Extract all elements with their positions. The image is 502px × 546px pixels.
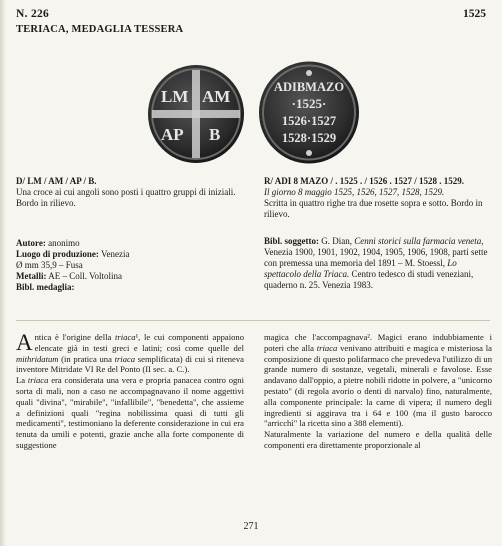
- medal-obverse-svg: [147, 64, 245, 164]
- body-left-text-5: triaca: [114, 353, 136, 364]
- obverse-description: [16, 176, 244, 209]
- obverse-quad-1: LM: [161, 87, 189, 106]
- page-number: 271: [243, 521, 259, 532]
- metalli-value: AE – Coll. Voltolina: [48, 271, 122, 281]
- body-left-text-7: La: [16, 375, 28, 386]
- medal-metadata: [16, 238, 244, 293]
- reverse-line-1: ADIBMAZO: [273, 80, 345, 94]
- bibl-title-1: Cenni storici sulla farmacia veneta,: [354, 236, 484, 246]
- bibl-text-1: Venezia 1900, 1901, 1902, 1904, 1905, 1906, 1908, parti sette con premessa una memoria del 1891 –: [264, 247, 488, 268]
- reverse-line-2: ·1525·: [291, 96, 327, 111]
- obverse-quad-3: AP: [161, 125, 184, 144]
- reverse-line-4: 1528·1529: [281, 131, 337, 145]
- obverse-text: Una croce ai cui angoli sono posti i quattro gruppi di iniziali. Bordo in rilievo.: [16, 187, 236, 208]
- luogo-value: Venezia: [100, 249, 130, 259]
- obverse-legend: D/ LM / AM / AP / B.: [16, 176, 97, 186]
- bibl-author-2: M. Stoessl,: [404, 258, 445, 268]
- body-right-text-3: Naturalmente la variazione del numero e della qualità delle componenti era direttamente proporzionale al: [264, 429, 492, 450]
- catalog-title: TERIACA, MEDAGLIA TESSERA: [16, 24, 184, 35]
- bibl-text-2: Centro tedesco di studi veneziani, quaderno n. 25. Venezia 1983.: [264, 269, 474, 290]
- header-code: 1525: [463, 8, 486, 20]
- body-column-right: [264, 332, 492, 451]
- reverse-description: [264, 176, 492, 220]
- bibl-title-2: Lo spettacolo della Triaca.: [264, 258, 457, 279]
- body-left-text-2: ¹, le cui componenti appaiono elencate già in testi greci e latini; così come quelle del: [34, 332, 244, 353]
- metalli-label: Metalli:: [16, 271, 47, 281]
- obverse-quad-4: B: [209, 125, 221, 144]
- drop-cap: A: [16, 330, 33, 355]
- reverse-translation: Il giorno 8 maggio 1525, 1526, 1527, 1528, 1529.: [264, 187, 445, 197]
- body-left-text-4: (in pratica una: [58, 353, 115, 364]
- section-divider: [16, 320, 490, 321]
- catalog-number: N. 226: [16, 8, 50, 20]
- body-column-left: [16, 332, 244, 451]
- medal-obverse-image: [147, 64, 245, 164]
- bibliography-subject: [264, 236, 492, 291]
- bibl-author-1: G. Dian,: [321, 236, 352, 246]
- body-left-text-3: mithridatum: [16, 353, 59, 364]
- body-right-text-1: triaca: [316, 342, 338, 353]
- bibl-medaglia-label: Bibl. medaglia:: [16, 282, 75, 292]
- reverse-line-3: 1526·1527: [281, 114, 337, 128]
- bibl-soggetto-label: Bibl. soggetto:: [264, 236, 319, 246]
- medal-reverse-svg: [258, 61, 360, 164]
- medal-reverse-image: [258, 61, 360, 164]
- autore-label: Autore:: [16, 238, 46, 248]
- luogo-label: Luogo di produzione:: [16, 249, 99, 259]
- obverse-quad-2: AM: [202, 87, 231, 106]
- reverse-legend: R/ ADI 8 MAZO / . 1525 . / 1526 . 1527 / 1528 . 1529.: [264, 176, 465, 186]
- body-right-text-2: venivano attribuiti e magica e misteriosa la composizione di questo polifarmaco che prevedeva l'utilizzo di un grande numero di sostanze, vegetali, minerali e favolose. Esse andavano dall'oppio, a pietre nobili ridotte in polvere, a "unicorno pestato" (di regola avorio o denti di narvalo) fino, naturalmente, alla componente principale: la carne di vipera; il numero degli ingredienti si aggirava tra i 64 e 100 (ma il gusto barocco "arricchì" la ricetta sino a 388 elementi).: [264, 342, 492, 429]
- page-gutter-shadow: [0, 0, 6, 546]
- body-left-text-1: triaca: [115, 332, 136, 342]
- autore-value: anonimo: [48, 238, 80, 248]
- body-left-text-8: triaca: [27, 375, 49, 386]
- body-left-text-9: era considerata una vera e propria panacea contro ogni sorta di mali, non a caso ne accompagnavano il nome aggettivi quali "divina", "mirabile", "infallibile", "benedetta", che assieme a definizioni quali "regina nobilissima quasi di tutti gli medicamenti", testimoniano la deferente considerazione in cui era tenuta da umili e potenti, grazie anche alla forte componente di suggestione: [16, 375, 244, 450]
- body-right-text-0: magica che l'accompagnava². Magici erano indubbiamente i poteri che alla: [264, 332, 492, 353]
- diameter-value: Ø mm 35,9 – Fusa: [16, 260, 83, 270]
- body-left-text-0: ntica è l'origine della: [34, 332, 116, 342]
- reverse-text: Scritta in quattro righe tra due rosette sopra e sotto. Bordo in rilievo.: [264, 198, 483, 219]
- body-left-text-6: semplificata) di cui si riteneva inventore Mitridate VI Re del Ponto (II sec. a. C.).: [16, 353, 244, 375]
